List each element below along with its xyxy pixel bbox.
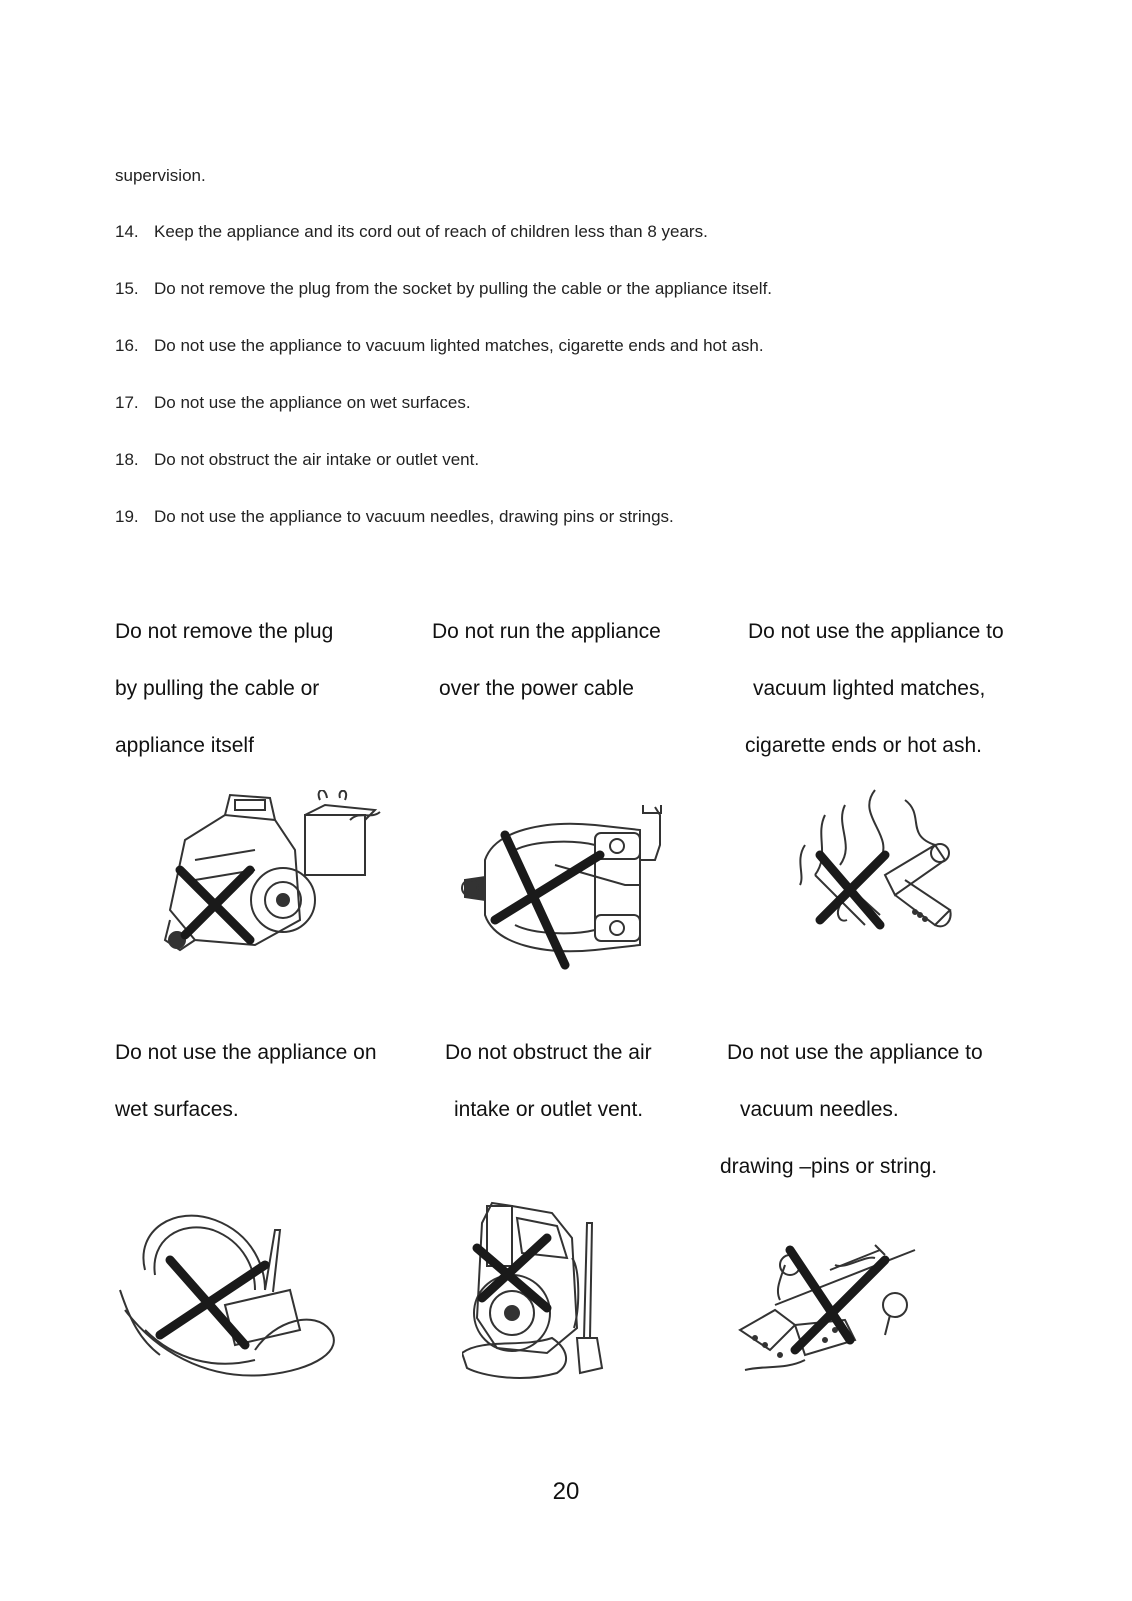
list-number: 14. (115, 222, 139, 241)
caption-line: Do not use the appliance to (748, 620, 1004, 643)
caption-line: appliance itself (115, 734, 254, 757)
blocked-vent-icon (462, 1198, 622, 1388)
cigarette-ash-icon (785, 785, 975, 955)
list-text: Do not obstruct the air intake or outlet vent. (154, 450, 480, 469)
list-text: Do not use the appliance to vacuum lighted matches, cigarette ends and hot ash. (154, 336, 764, 355)
caption-line: Do not use the appliance on (115, 1041, 377, 1064)
needles-pins-icon (735, 1230, 935, 1390)
caption-line: vacuum needles. (740, 1098, 899, 1121)
list-text: Do not use the appliance to vacuum needles, drawing pins or strings. (154, 507, 674, 526)
vacuum-plug-pull-icon (155, 790, 385, 970)
caption-line: wet surfaces. (115, 1098, 239, 1121)
list-number: 17. (115, 393, 139, 412)
list-number: 18. (115, 450, 139, 469)
list-text: Keep the appliance and its cord out of reach of children less than 8 years. (154, 222, 708, 241)
list-number: 19. (115, 507, 139, 526)
caption-line: by pulling the cable or (115, 677, 320, 700)
caption-line: Do not obstruct the air (445, 1041, 652, 1064)
continuation-text: supervision. (115, 166, 206, 185)
vacuum-over-cable-icon (455, 805, 685, 975)
caption-line: drawing –pins or string. (720, 1155, 938, 1178)
list-text: Do not remove the plug from the socket by pulling the cable or the appliance itself. (154, 279, 773, 298)
caption-line: Do not remove the plug (115, 620, 334, 643)
caption-line: over the power cable (439, 677, 634, 700)
caption-line: Do not run the appliance (432, 620, 661, 643)
caption-line: vacuum lighted matches, (753, 677, 986, 700)
list-text: Do not use the appliance on wet surfaces. (154, 393, 471, 412)
wet-surface-icon (115, 1210, 345, 1395)
caption-line: cigarette ends or hot ash. (745, 734, 982, 757)
list-number: 15. (115, 279, 139, 298)
caption-line: Do not use the appliance to (727, 1041, 983, 1064)
caption-line: intake or outlet vent. (454, 1098, 644, 1121)
list-number: 16. (115, 336, 139, 355)
page-number: 20 (552, 1478, 580, 1505)
